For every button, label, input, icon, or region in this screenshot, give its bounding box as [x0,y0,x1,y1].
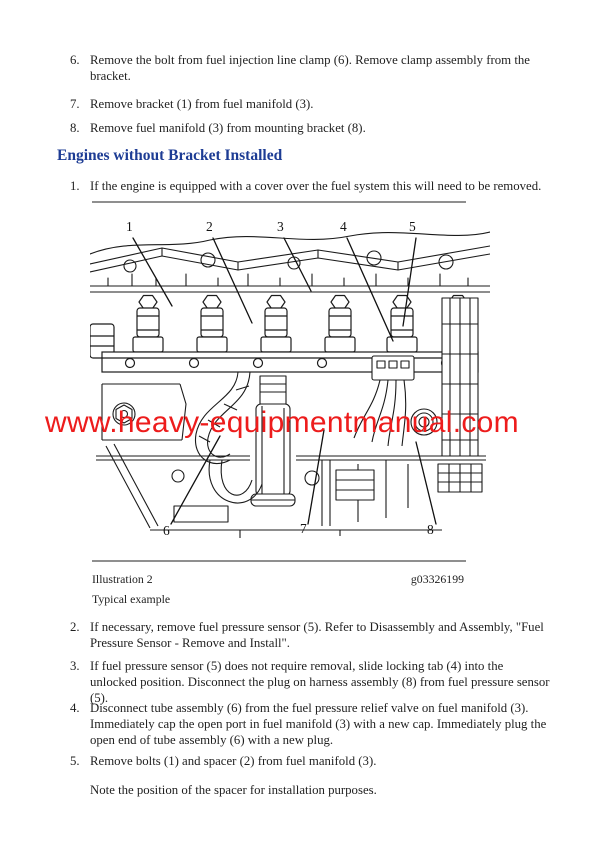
step-item-6 [70,53,552,85]
step-number: 6. [70,53,80,67]
step-number: 4. [70,701,80,715]
callout-number-6: 6 [163,523,170,538]
step-item-7 [70,97,552,113]
illustration-reference-number: g03326199 [410,572,464,586]
engine-line-art [90,208,490,560]
step-item-4 [70,701,552,748]
step-text: If fuel pressure sensor (5) does not require removal, slide locking tab (4) into the unlocked position. Disconnect the plug on harness assembly (8) from fuel pressure sensor (5). [90,659,550,705]
callout-number-1: 1 [126,219,133,234]
step-item-8 [70,121,552,137]
step-item-3 [70,659,552,706]
step-text: Remove bracket (1) from fuel manifold (3). [90,97,314,111]
callout-number-2: 2 [206,219,213,234]
note-text: Note the position of the spacer for installation purposes. [90,783,377,797]
step-text: Remove fuel manifold (3) from mounting bracket (8). [90,121,366,135]
illustration-bottom-rule [92,560,466,562]
callout-number-7: 7 [300,521,307,536]
section-heading: Engines without Bracket Installed [57,147,283,164]
engine-illustration [90,208,490,560]
callout-number-3: 3 [277,219,284,234]
callout-number-8: 8 [427,522,434,537]
callout-number-4: 4 [340,219,347,234]
step-number: 3. [70,659,80,673]
step-number: 8. [70,121,80,135]
step-number: 5. [70,754,80,768]
callout-number-5: 5 [409,219,416,234]
illustration-subcaption: Typical example [92,592,171,606]
step-text: Disconnect tube assembly (6) from the fuel pressure relief valve on fuel manifold (3). Immediately cap the open port in fuel manifold (3) with a new cap. Immediately plug the open end of tube assembly (6) with a new plug. [90,701,547,747]
step-number: 1. [70,179,80,193]
illustration-top-rule [92,201,466,203]
step-item-1 [70,179,552,195]
step-number: 7. [70,97,80,111]
step-number: 2. [70,620,80,634]
step-text: Remove bolts (1) and spacer (2) from fuel manifold (3). [90,754,377,768]
step-item-5 [70,754,552,770]
step-item-2 [70,620,552,652]
illustration-caption: Illustration 2 [92,572,153,586]
step-text: Remove the bolt from fuel injection line clamp (6). Remove clamp assembly from the bracket. [90,53,530,83]
step-text: If the engine is equipped with a cover over the fuel system this will need to be removed. [90,179,542,193]
illustration-caption-row [92,572,464,587]
step-text: If necessary, remove fuel pressure sensor (5). Refer to Disassembly and Assembly, "Fuel Pressure Sensor - Remove and Install". [90,620,544,650]
watermark-text: www.heavy-equipmentmanual.com [45,406,519,439]
